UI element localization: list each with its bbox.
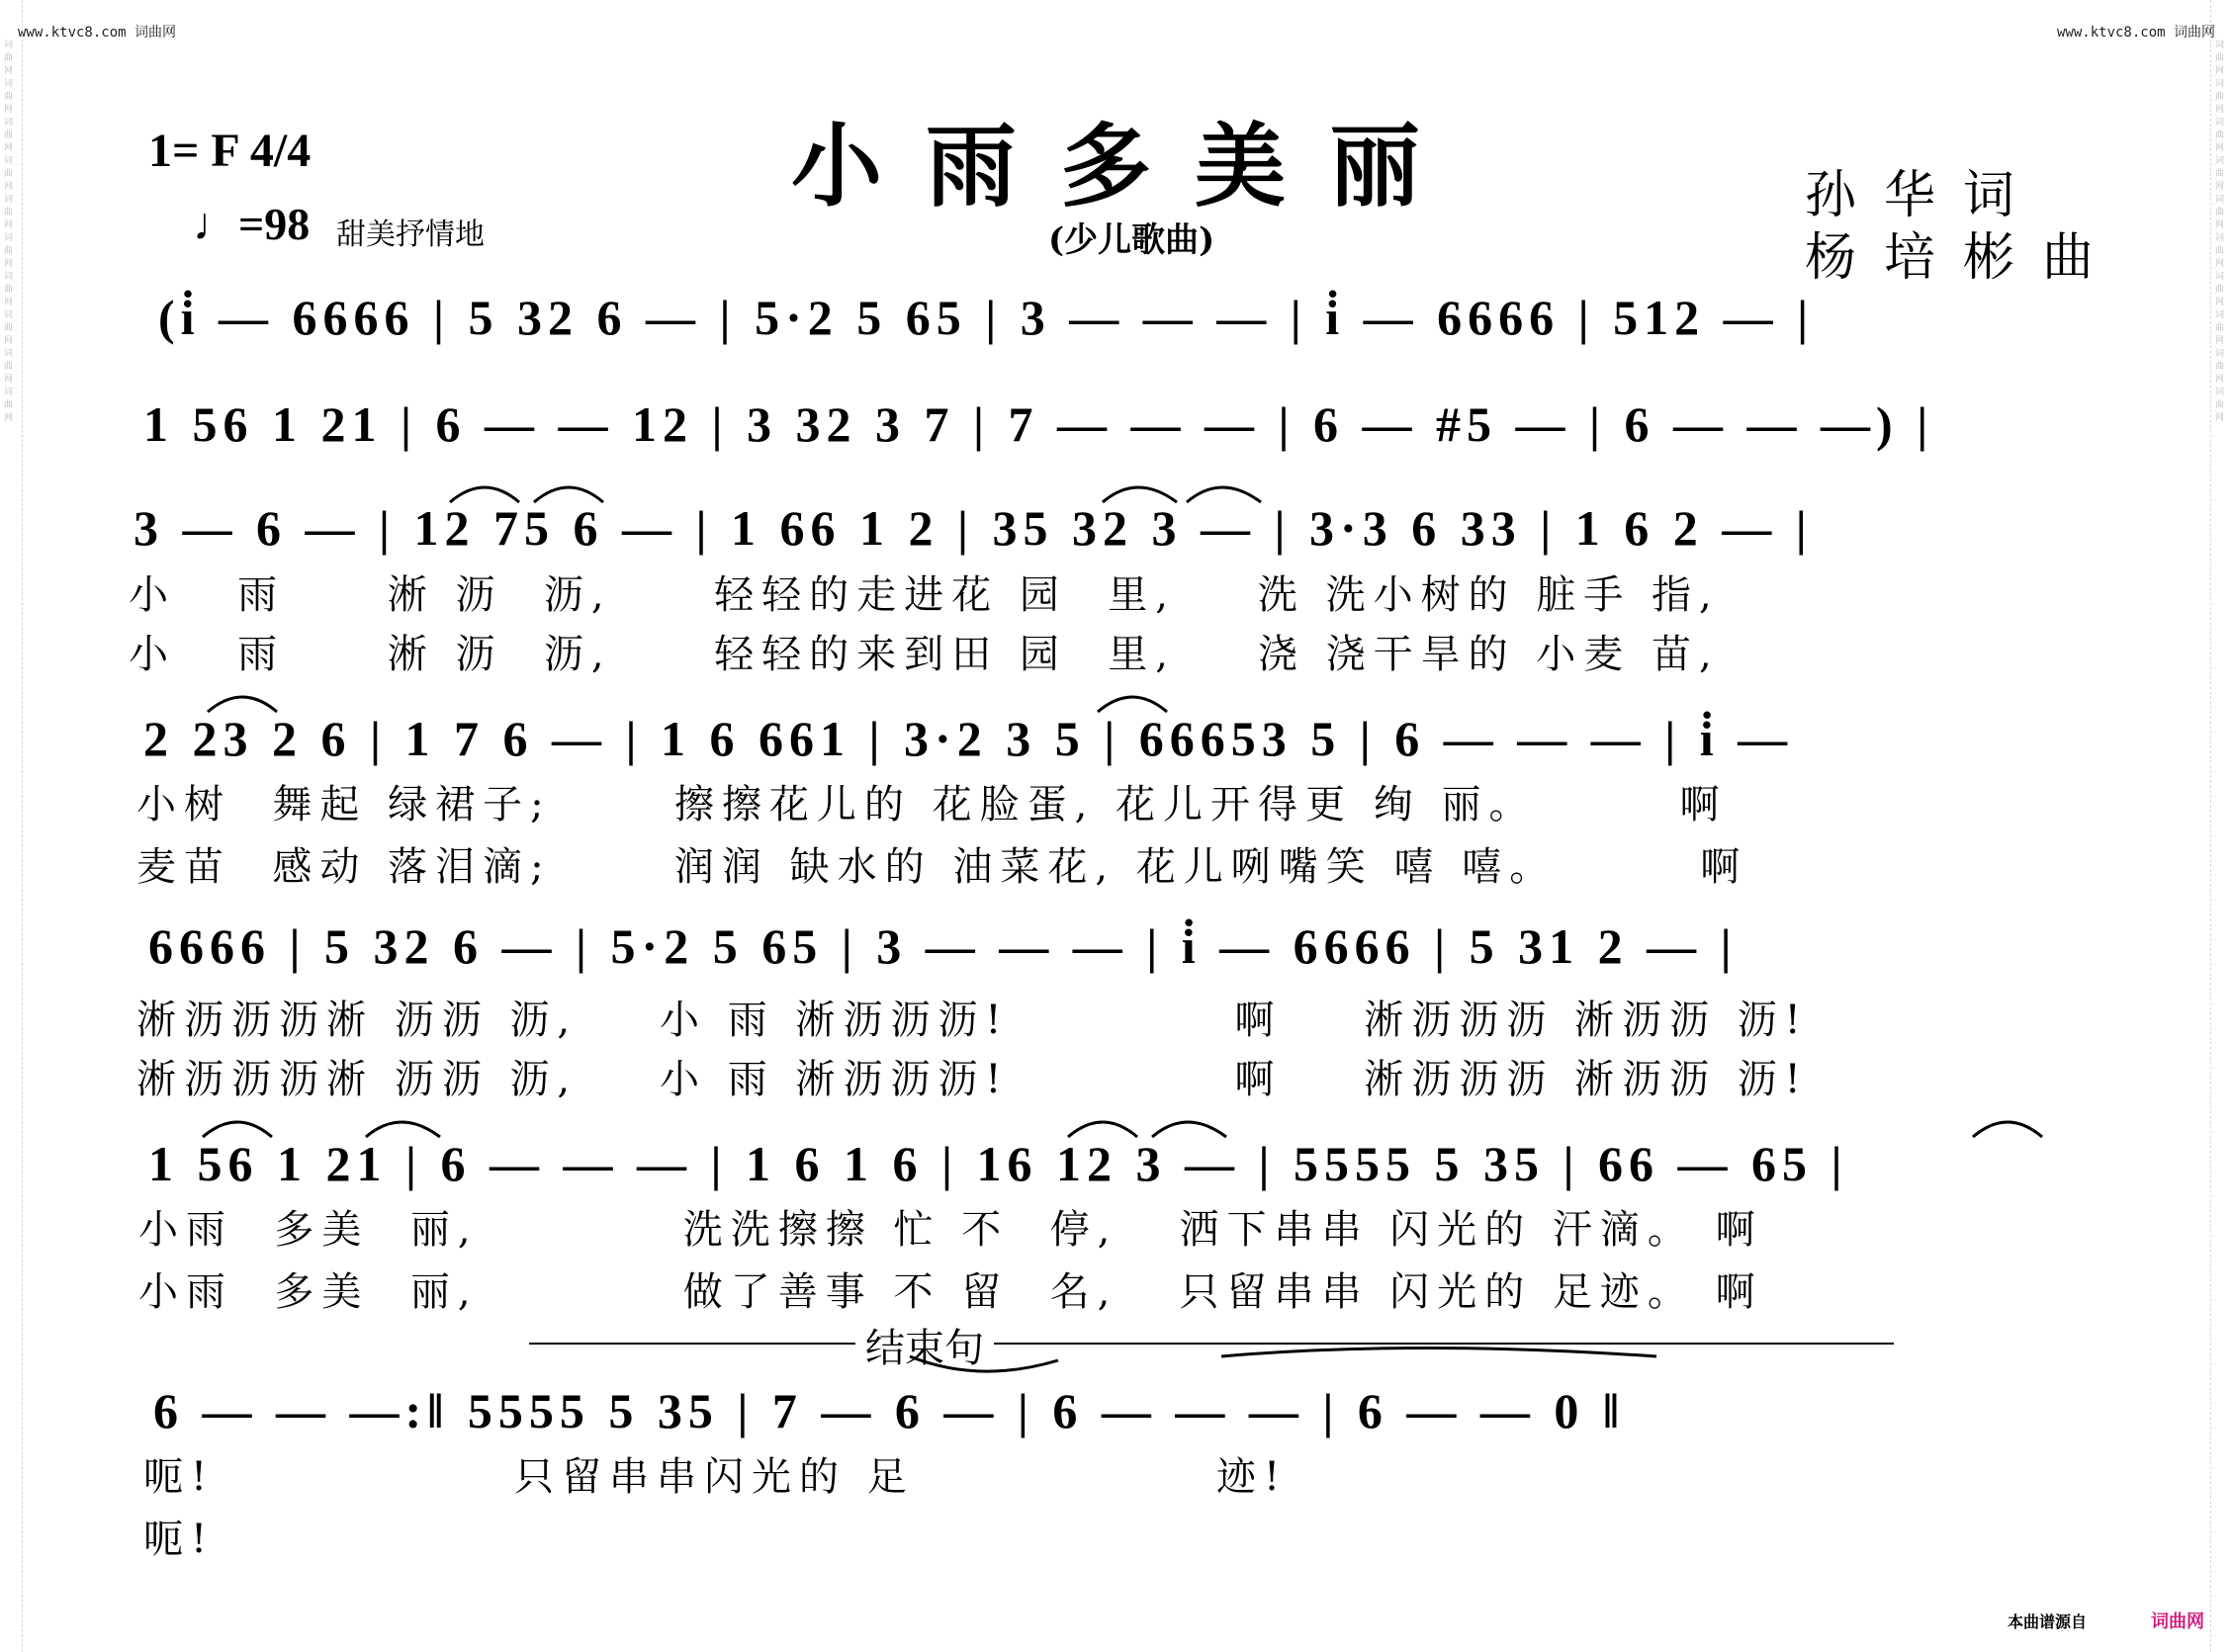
lyric-line-7-verse-2: 呃! <box>143 1517 216 1562</box>
song-subtitle: (少儿歌曲) <box>1048 220 1215 260</box>
tempo-expression: 甜美抒情地 <box>336 217 485 252</box>
footer-source-label: 本曲谱源自 <box>2008 1612 2088 1631</box>
lyric-line-4-verse-2: 麦苗 感动 落泪滴; 润润 缺水的 油菜花, 花儿咧嘴笑 嘻 嘻。 啊 <box>136 844 1748 890</box>
footer-brand-link[interactable]: 词曲网 <box>2151 1611 2204 1632</box>
left-margin-strip <box>0 0 23 1652</box>
lyric-line-7-verse-1-start: 呃! <box>143 1454 216 1500</box>
watermark-right[interactable]: www.ktvc8.com 词曲网 <box>2057 25 2216 41</box>
score-line-3: 3 — 6 — | 12 75 6 — | 1 66 1 2 | 35 32 3 — | 3·3 6 33 | 1 6 2 — | <box>134 500 1813 556</box>
lyric-line-5-verse-1: 淅沥沥沥淅 沥沥 沥, 小 雨 淅沥沥沥! 啊 淅沥沥沥 淅沥沥 沥! <box>136 998 1809 1043</box>
lyric-line-6-verse-2: 小雨 多美 丽, 做了善事 不 留 名, 只留串串 闪光的 足迹。 啊 <box>138 1269 1763 1315</box>
score-line-1: (i̇ — 6666 | 5 32 6 — | 5·2 5 65 | 3 — — — | i̇ — 6666 | 512 — | <box>158 290 1815 345</box>
tempo-marking: ♩=98 <box>193 199 311 249</box>
score-line-2: 1 56 1 21 | 6 — — 12 | 3 32 3 7 | 7 — — — | 6 — #5 — | 6 — — —) | <box>143 396 1934 452</box>
lyric-line-7-verse-1-middle: 只留串串闪光的 足 <box>514 1454 915 1500</box>
ending-label: 结束句 <box>855 1317 994 1373</box>
key-signature: 1= F 4/4 <box>148 125 312 177</box>
lyric-line-3-verse-2: 小 雨 淅 沥 沥, 轻轻的来到田 园 里, 浇 浇干旱的 小麦 苗, <box>129 632 1720 677</box>
ending-bracket-line <box>529 1343 1894 1345</box>
right-margin-watermark: 词曲网词曲网词曲网词曲网词曲网词曲网词曲网词曲网词曲网词曲网 <box>2215 41 2225 423</box>
score-line-4: 2 23 2 6 | 1 7 6 — | 1 6 661 | 3·2 3 5 | 66653 5 | 6 — — — | i̇ — <box>143 711 1794 766</box>
song-title: 小雨多美丽 <box>791 113 1465 219</box>
lyricist-credit: 孙华词 <box>1805 166 2043 225</box>
score-line-6: 1 56 1 21 | 6 — — — | 1 6 1 6 | 16 12 3 — | 5555 5 35 | 66 — 65 | <box>148 1136 1848 1191</box>
slur-line6-e <box>1973 1122 2042 1137</box>
score-line-5: 6666 | 5 32 6 — | 5·2 5 65 | 3 — — — | i̇ — 6666 | 5 31 2 — | <box>148 918 1738 974</box>
composer-credit: 杨培彬曲 <box>1805 228 2122 288</box>
lyric-line-7-verse-1-end: 迹! <box>1216 1454 1289 1500</box>
lyric-line-6-verse-1: 小雨 多美 丽, 洗洗擦擦 忙 不 停, 洒下串串 闪光的 汗滴。 啊 <box>138 1207 1763 1253</box>
left-margin-watermark: 词曲网词曲网词曲网词曲网词曲网词曲网词曲网词曲网词曲网词曲网 <box>4 41 14 423</box>
score-line-7: 6 — — —:‖ 5555 5 35 | 7 — 6 — | 6 — — — | 6 — — 0 ‖ <box>153 1383 1626 1438</box>
lyric-line-3-verse-1: 小 雨 淅 沥 沥, 轻轻的走进花 园 里, 洗 洗小树的 脏手 指, <box>129 572 1720 618</box>
watermark-left[interactable]: www.ktvc8.com 词曲网 <box>18 25 177 41</box>
lyric-line-4-verse-1: 小树 舞起 绿裙子; 擦擦花儿的 花脸蛋, 花儿开得更 绚 丽。 啊 <box>136 782 1728 827</box>
lyric-line-5-verse-2: 淅沥沥沥淅 沥沥 沥, 小 雨 淅沥沥沥! 啊 淅沥沥沥 淅沥沥 沥! <box>136 1057 1809 1102</box>
slur-line7-b <box>1221 1348 1656 1357</box>
right-margin-strip <box>2210 0 2233 1652</box>
